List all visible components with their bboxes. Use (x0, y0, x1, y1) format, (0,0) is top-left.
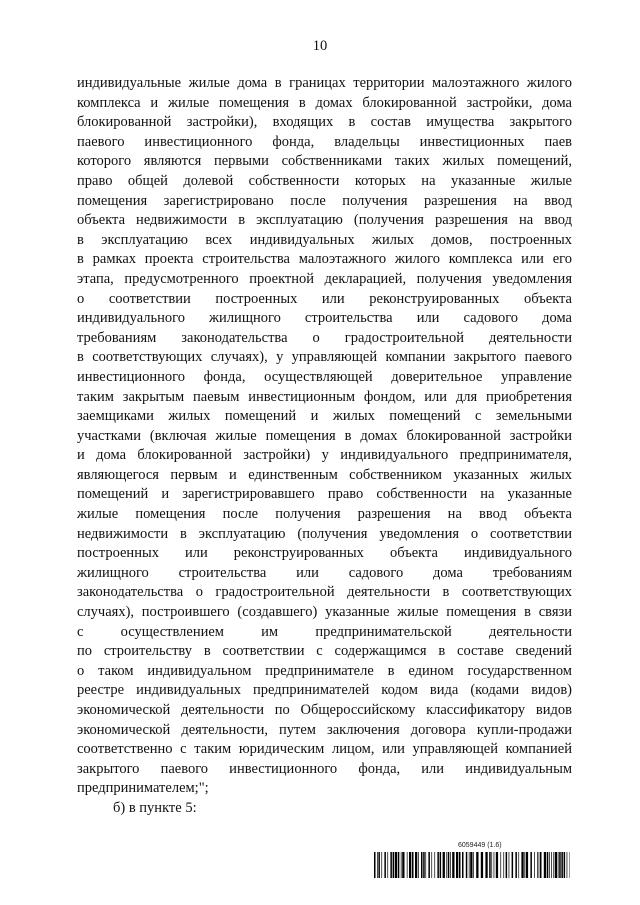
barcode-bar (567, 852, 568, 878)
text-line: случаях), построившего (создавшего) указанные жилые помещения в связи (77, 604, 572, 621)
text-line: участками (включая жилые помещения в домах блокированной застройки (77, 427, 572, 444)
barcode-bar (443, 852, 445, 878)
text-line: паевого инвестиционного фонда, владельцы инвестиционных паев (77, 133, 572, 150)
text-line: в эксплуатацию всех индивидуальных жилых домов, построенных (77, 231, 572, 248)
text-line: блокированной застройки), входящих в состав имущества закрытого (77, 114, 572, 131)
barcode-bar (381, 852, 382, 878)
barcode-bar (459, 852, 461, 878)
text-line: комплекса и жилые помещения в домах блокированной застройки, дома (77, 94, 572, 111)
text-line: и дома блокированной застройки) у индивидуального предпринимателя, (77, 447, 572, 464)
barcode-bar (500, 852, 501, 878)
barcode-bar (409, 852, 411, 878)
barcode-bar (494, 852, 495, 878)
text-line: недвижимости в эксплуатацию (получения уведомления о соответствии (77, 525, 572, 542)
barcode-bar (524, 852, 525, 878)
text-line: закрытого паевого инвестиционного фонда, или индивидуальным (77, 760, 572, 777)
text-line: право общей долевой собственности которых на указанные жилые (77, 172, 572, 189)
barcode-bar (561, 852, 563, 878)
barcode-bar (434, 852, 435, 878)
barcode-bar (377, 852, 378, 878)
barcode-bar (515, 852, 517, 878)
barcode-bar (558, 852, 559, 878)
text-line: предпринимателем;"; (77, 780, 209, 797)
barcode-bar (415, 852, 417, 878)
barcode-bar (518, 852, 519, 878)
barcode-bar (534, 852, 535, 878)
barcode-bar (401, 852, 402, 878)
barcode-bar (425, 852, 426, 878)
barcode-bar (418, 852, 419, 878)
text-line: жилищного строительства или садового дома требованиям (77, 564, 572, 581)
barcode-bar (466, 852, 468, 878)
barcode-bar (539, 852, 540, 878)
barcode-bar (509, 852, 510, 878)
barcode-bar (384, 852, 386, 878)
text-line: инвестиционного фонда, осуществляющей доверительное управление (77, 368, 572, 385)
barcode-bar (374, 852, 376, 878)
barcode-bar (489, 852, 491, 878)
text-line: реестре индивидуальных предпринимателей кодом вида (кодами видов) (77, 682, 572, 699)
barcode-bar (446, 852, 447, 878)
text-line: соответственно с таким юридическим лицом, или управляющей компанией (77, 741, 572, 758)
barcode-bar (564, 852, 566, 878)
text-line: являющегося первым и единственным собственником указанных жилых (77, 466, 572, 483)
barcode-bar (537, 852, 538, 878)
barcode-bar (553, 852, 554, 878)
barcode-bar (452, 852, 454, 878)
text-line: экономической деятельности по Общероссийскому классификатору видов (77, 702, 572, 718)
barcode-bar (437, 852, 439, 878)
text-line: этапа, предусмотренного проектной декларацией, получения уведомления (77, 270, 572, 287)
text-line: объекта недвижимости в эксплуатацию (получения разрешения на ввод (77, 212, 572, 229)
barcode-bar (549, 852, 550, 878)
barcode-bar (481, 852, 483, 878)
barcode-image (374, 852, 570, 878)
barcode-bar (402, 852, 404, 878)
text-line: требованиям законодательства о градостроительной деятельности (77, 329, 572, 346)
barcode-bar (393, 852, 395, 878)
text-line: помещений и зарегистрировавшего право собственности на указанные (77, 486, 572, 503)
barcode-bar (412, 852, 414, 878)
text-line: индивидуальные жилые дома в границах территории малоэтажного жилого (77, 75, 572, 91)
barcode-bar (485, 852, 487, 878)
text-line: построенных или реконструированных объекта индивидуального (77, 545, 572, 562)
barcode-bar (470, 852, 472, 878)
barcode-bar (476, 852, 478, 878)
barcode-bar (496, 852, 498, 878)
barcode-bar (540, 852, 542, 878)
text-line: экономической деятельности, путем заключения договора купли-продажи (77, 721, 572, 738)
barcode-bar (526, 852, 528, 878)
barcode-bar (456, 852, 458, 878)
text-line: в соответствующих случаях), у управляющей компании закрытого паевого (77, 349, 572, 366)
barcode-bar (423, 852, 425, 878)
text-line: индивидуального жилищного строительства или садового дома (77, 310, 572, 327)
barcode-bar (390, 852, 392, 878)
barcode-bar (431, 852, 432, 878)
barcode-bar (378, 852, 380, 878)
text-line: заемщиками жилых помещений и жилых помещений с земельными (77, 408, 572, 425)
barcode-bar (440, 852, 442, 878)
barcode-bar (395, 852, 397, 878)
barcode-bar (551, 852, 552, 878)
barcode-bar (506, 852, 508, 878)
barcode-number: 6059449 (1.6) (458, 842, 502, 849)
barcode-bar (448, 852, 450, 878)
barcode-bar (473, 852, 474, 878)
barcode-bar (428, 852, 430, 878)
page-number: 10 (312, 38, 328, 54)
barcode-bar (398, 852, 400, 878)
barcode-bar (421, 852, 423, 878)
text-line: в рамках проекта строительства малоэтажного жилого комплекса или его (77, 251, 572, 268)
text-line: по строительству в соответствии с содержащимся в составе сведений (77, 643, 572, 660)
barcode-bar (512, 852, 513, 878)
barcode-bar (387, 852, 388, 878)
barcode-bar (530, 852, 532, 878)
text-line: которого являются первыми собственниками таких жилых помещений, (77, 153, 572, 170)
text-line: о соответствии построенных или реконструированных объекта (77, 290, 572, 307)
barcode-bar (503, 852, 504, 878)
barcode-bar (462, 852, 464, 878)
barcode-bar (521, 852, 523, 878)
text-line: помещения зарегистрировано после получения разрешения на ввод (77, 192, 572, 209)
barcode-bar (491, 852, 492, 878)
barcode-bar (547, 852, 549, 878)
text-line: законодательства о градостроительной деятельности в соответствующих (77, 584, 572, 601)
text-line: с осуществлением им предпринимательской деятельности (77, 623, 572, 640)
document-body (77, 74, 572, 819)
text-line: таким закрытым паевым инвестиционным фондом, или для приобретения (77, 388, 572, 405)
text-line: жилые помещения после получения разрешения на ввод объекта (77, 506, 572, 523)
barcode-bar (544, 852, 546, 878)
text-line: о таком индивидуальном предпринимателе в едином государственном (77, 662, 572, 679)
barcode-bar (407, 852, 408, 878)
barcode-bar (469, 852, 470, 878)
subpoint-line: б) в пункте 5: (113, 799, 197, 816)
barcode-bar (559, 852, 561, 878)
barcode-bar (555, 852, 557, 878)
barcode-bar (450, 852, 451, 878)
